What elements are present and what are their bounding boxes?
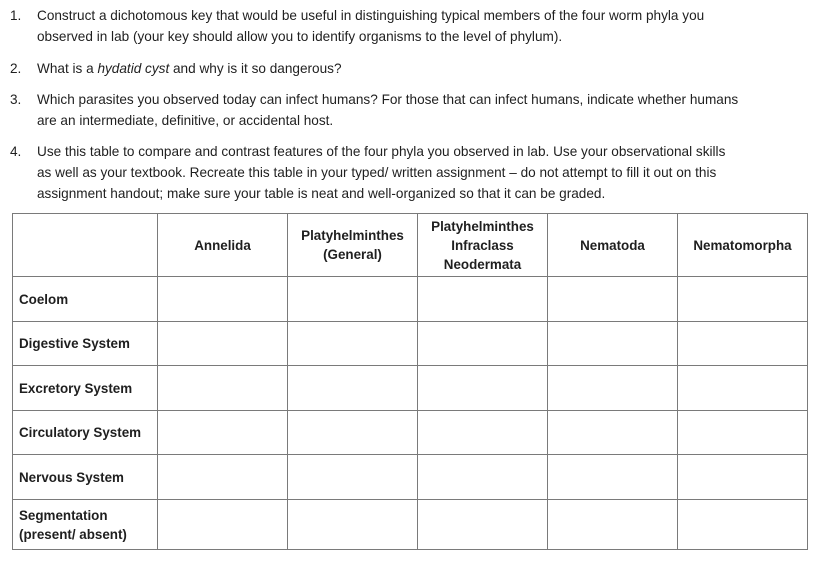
table-cell xyxy=(288,455,418,500)
table-row xyxy=(13,322,808,366)
row-label: Circulatory System xyxy=(13,411,158,455)
table-header-cell: Nematomorpha xyxy=(678,214,808,277)
row-label: Nervous System xyxy=(13,455,158,500)
question-text-line: as well as your textbook. Recreate this table in your typed/ written assignment – do not attempt to fill it out on this xyxy=(37,165,717,180)
question-text-line: observed in lab (your key should allow you to identify organisms to the level of phylum). xyxy=(37,29,563,44)
table-row xyxy=(13,500,808,550)
comparison-table xyxy=(12,213,808,550)
table-row xyxy=(13,411,808,455)
table-header-cell: Nematoda xyxy=(548,214,678,277)
question-number: 2. xyxy=(10,61,22,76)
table-cell xyxy=(548,322,678,366)
table-cell xyxy=(418,322,548,366)
table-cell xyxy=(418,455,548,500)
table-cell xyxy=(678,500,808,550)
table-row xyxy=(13,455,808,500)
table-cell xyxy=(678,411,808,455)
table-cell xyxy=(548,411,678,455)
table-cell xyxy=(158,455,288,500)
table-cell xyxy=(418,411,548,455)
question-text-line: Construct a dichotomous key that would be useful in distinguishing typical members of the four worm phyla you xyxy=(37,8,705,23)
table-cell xyxy=(288,322,418,366)
row-label: Coelom xyxy=(13,277,158,322)
table-cell xyxy=(158,322,288,366)
table-header-cell: Annelida xyxy=(158,214,288,277)
table-cell xyxy=(678,277,808,322)
table-cell xyxy=(158,277,288,322)
table-cell xyxy=(158,366,288,411)
table-cell xyxy=(158,411,288,455)
table-cell xyxy=(418,366,548,411)
question-text-line xyxy=(37,58,822,79)
table-cell xyxy=(678,322,808,366)
table-cell xyxy=(418,277,548,322)
table-row xyxy=(13,366,808,411)
row-label: Segmentation (present/ absent) xyxy=(13,500,158,550)
question-text-suffix: and why is it so dangerous? xyxy=(169,61,342,76)
table-cell xyxy=(678,366,808,411)
table-cell xyxy=(288,366,418,411)
table-cell xyxy=(288,277,418,322)
table-cell xyxy=(158,500,288,550)
row-label: Excretory System xyxy=(13,366,158,411)
table-row xyxy=(13,277,808,322)
table-cell xyxy=(548,500,678,550)
table-cell xyxy=(548,366,678,411)
table-cell xyxy=(288,411,418,455)
question-text-line: are an intermediate, definitive, or accidental host. xyxy=(37,113,334,128)
question-number: 1. xyxy=(10,8,22,23)
question-text-line: Which parasites you observed today can infect humans? For those that can infect humans, indicate whether humans xyxy=(37,92,739,107)
table-header-cell xyxy=(13,214,158,277)
table-cell xyxy=(418,500,548,550)
question-text-prefix: What is a xyxy=(37,61,98,76)
row-label: Digestive System xyxy=(13,322,158,366)
question-number: 3. xyxy=(10,92,22,107)
question-text-line: Use this table to compare and contrast features of the four phyla you observed in lab. Use your observational skills xyxy=(37,144,726,159)
question-text-emphasis: hydatid cyst xyxy=(97,61,170,76)
table-cell xyxy=(548,455,678,500)
table-cell xyxy=(288,500,418,550)
question-number: 4. xyxy=(10,144,22,159)
table-header-row xyxy=(13,214,808,277)
question-text-line: assignment handout; make sure your table is neat and well-organized so that it can be graded. xyxy=(37,186,606,201)
table-header-cell: Platyhelminthes (General) xyxy=(288,214,418,277)
table-cell xyxy=(678,455,808,500)
table-header-cell: Platyhelminthes Infraclass Neodermata xyxy=(418,214,548,277)
table-cell xyxy=(548,277,678,322)
